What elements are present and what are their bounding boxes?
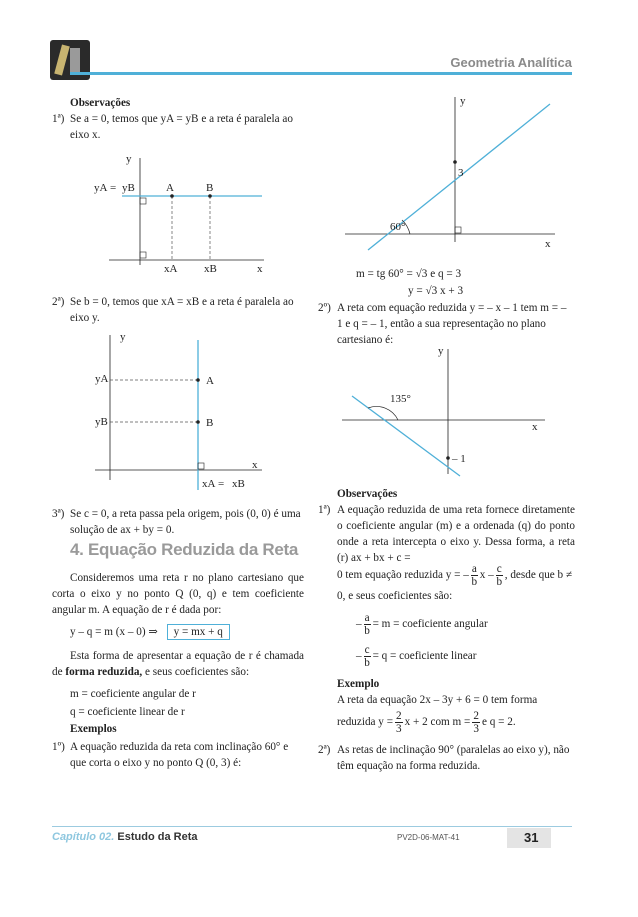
fig4-x-label: x xyxy=(532,421,538,433)
item3-num: 3ª) xyxy=(52,508,65,520)
fig1-x-label: x xyxy=(257,263,263,275)
fig4-angle: 135° xyxy=(390,393,411,405)
header-rule xyxy=(70,72,572,75)
fig2-eq: = xyxy=(218,478,225,490)
o1-line2-c: , desde que b ≠ 0, e seus coeficientes são: xyxy=(337,569,573,602)
frac-2-over-3 xyxy=(395,710,403,735)
equation-left: y – q = m (x – 0) ⇒ xyxy=(70,626,158,638)
para2 xyxy=(52,648,304,680)
o2-num: 2ª) xyxy=(318,744,331,756)
item3-text: Se c = 0, a reta passa pela origem, pois (0, 0) é uma solução de ax + by = 0. xyxy=(70,508,301,536)
figure-horizontal-line xyxy=(84,150,274,275)
m-definition xyxy=(356,612,488,637)
para1: Consideremos uma reta r no plano cartesiano que corta o eixo y no ponto Q (0, q) e tem coeficiente angular m. A equação de r é dada por: xyxy=(52,572,304,616)
footer-code: PV2D-06-MAT-41 xyxy=(397,833,460,842)
ex-red-a: reduzida y = xyxy=(337,716,394,729)
example-text: A reta da equação 2x – 3y + 6 = 0 tem forma xyxy=(337,694,538,706)
footer-chapter xyxy=(52,831,197,843)
frac-num: a xyxy=(364,612,370,624)
frac-num: 2 xyxy=(473,710,479,722)
fig2-xa-label: xA xyxy=(202,478,216,490)
item1-num: 1ª) xyxy=(52,113,65,125)
fig1-xb-label: xB xyxy=(204,263,217,275)
frac-c-over-b xyxy=(496,563,503,588)
m-minus: – xyxy=(356,618,362,631)
fig1-xa-label: xA xyxy=(164,263,178,275)
frac-den: b xyxy=(364,657,370,669)
o1-line2-a: 0 tem equação reduzida y = – xyxy=(337,569,469,582)
footer-page-number: 31 xyxy=(524,830,539,845)
fig3-angle: 60° xyxy=(390,221,406,233)
frac-2-over-3 xyxy=(472,710,480,735)
o1-line2-b: x – xyxy=(479,569,494,582)
q-minus: – xyxy=(356,650,362,663)
q-def-text: = q = coeficiente linear xyxy=(372,650,477,663)
item2-text: Se b = 0, temos que xA = xB e a reta é paralela ao eixo y. xyxy=(70,296,294,324)
fig1-y-label: y xyxy=(126,153,132,165)
frac-c-over-b xyxy=(364,644,371,669)
ex-red-c: e q = 2. xyxy=(481,716,516,729)
frac-den: b xyxy=(496,576,503,588)
fig4-y-label: y xyxy=(438,345,444,357)
ex1-num: 1º) xyxy=(52,741,65,753)
fig2-ya-label: yA xyxy=(95,373,109,385)
frac-den: 3 xyxy=(473,723,479,735)
obs-title-right: Observações xyxy=(337,488,398,500)
coef-m: m = coeficiente angular de r xyxy=(70,688,196,700)
footer-chapter-title: Estudo da Reta xyxy=(117,831,198,843)
o1-num: 1ª) xyxy=(318,504,331,516)
figure-vertical-line xyxy=(90,330,270,495)
obs-title-left: Observações xyxy=(70,97,131,109)
footer-chapter-prefix: Capítulo 02. xyxy=(52,831,115,843)
fig4-minus1: – 1 xyxy=(452,453,466,465)
fig3-x-label: x xyxy=(545,238,551,250)
fig2-y-label: y xyxy=(120,331,126,343)
example-reduced xyxy=(337,710,516,735)
footer-rule xyxy=(52,826,572,827)
para2-b: forma reduzida, xyxy=(65,666,143,678)
para2-c: e seus coeficientes são: xyxy=(142,666,250,678)
frac-num: 2 xyxy=(396,710,402,722)
ex-red-b: x + 2 com m = xyxy=(404,716,471,729)
frac-den: 3 xyxy=(396,723,402,735)
frac-a-over-b xyxy=(364,612,371,637)
m-def-text: = m = coeficiente angular xyxy=(372,618,488,631)
fig2-yb-label: yB xyxy=(95,416,108,428)
o2-text: As retas de inclinação 90° (paralelas ao eixo y), não têm equação na forma reduzida. xyxy=(337,744,570,772)
ex1-m: m = tg 60° = √3 e q = 3 xyxy=(356,268,462,280)
frac-den: b xyxy=(364,625,370,637)
ex1-y: y = √3 x + 3 xyxy=(408,285,464,297)
frac-den: b xyxy=(471,576,478,588)
figure-135-degree-line xyxy=(340,344,550,479)
frac-num: c xyxy=(496,563,502,575)
ex2-num: 2º) xyxy=(318,302,331,314)
coef-q: q = coeficiente linear de r xyxy=(70,706,185,718)
para2-a: Esta forma de apresentar a equação de r é chamada de xyxy=(52,650,304,678)
o1-reduced-eq xyxy=(337,563,577,604)
fig3-y-label: y xyxy=(460,95,466,107)
section-title: 4. Equação Reduzida da Reta xyxy=(70,540,299,559)
frac-num: a xyxy=(471,563,477,575)
item1-text: Se a = 0, temos que yA = yB e a reta é paralela ao eixo x. xyxy=(70,113,293,141)
fig2-x-label: x xyxy=(252,459,258,471)
fig1-ya-label: yA xyxy=(94,182,108,194)
equation-box: y = mx + q xyxy=(167,624,230,640)
equation-row xyxy=(70,624,230,640)
figure-60-degree-line xyxy=(340,92,560,252)
frac-num: c xyxy=(364,644,370,656)
fig1-yb-label: yB xyxy=(122,182,135,194)
q-definition xyxy=(356,644,477,669)
ex2-text: A reta com equação reduzida y = – x – 1 tem m = – 1 e q = – 1, então a sua representação no plano cartesiano é: xyxy=(337,302,567,346)
example-title-right: Exemplo xyxy=(337,678,380,690)
fig1-eq: = xyxy=(110,182,117,194)
frac-a-over-b xyxy=(471,563,478,588)
fig2-a-label: A xyxy=(206,375,214,387)
ex1-text: A equação reduzida da reta com inclinação 60° e que corta o eixo y no ponto Q (0, 3) é: xyxy=(70,741,289,769)
header-section-title: Geometria Analítica xyxy=(450,55,572,70)
fig2-b-label: B xyxy=(206,417,214,429)
o1-text: A equação reduzida de uma reta fornece diretamente o coeficiente angular (m) e a ordenada (q) do ponto onde a reta intercepta o eixo y. Dessa forma, a reta (r) ax + bx + c = xyxy=(337,504,575,564)
fig3-three: 3 xyxy=(458,167,464,179)
fig1-b-label: B xyxy=(206,182,214,194)
fig2-xb-label: xB xyxy=(232,478,245,490)
examples-title: Exemplos xyxy=(70,723,117,735)
item2-num: 2ª) xyxy=(52,296,65,308)
fig1-a-label: A xyxy=(166,182,174,194)
